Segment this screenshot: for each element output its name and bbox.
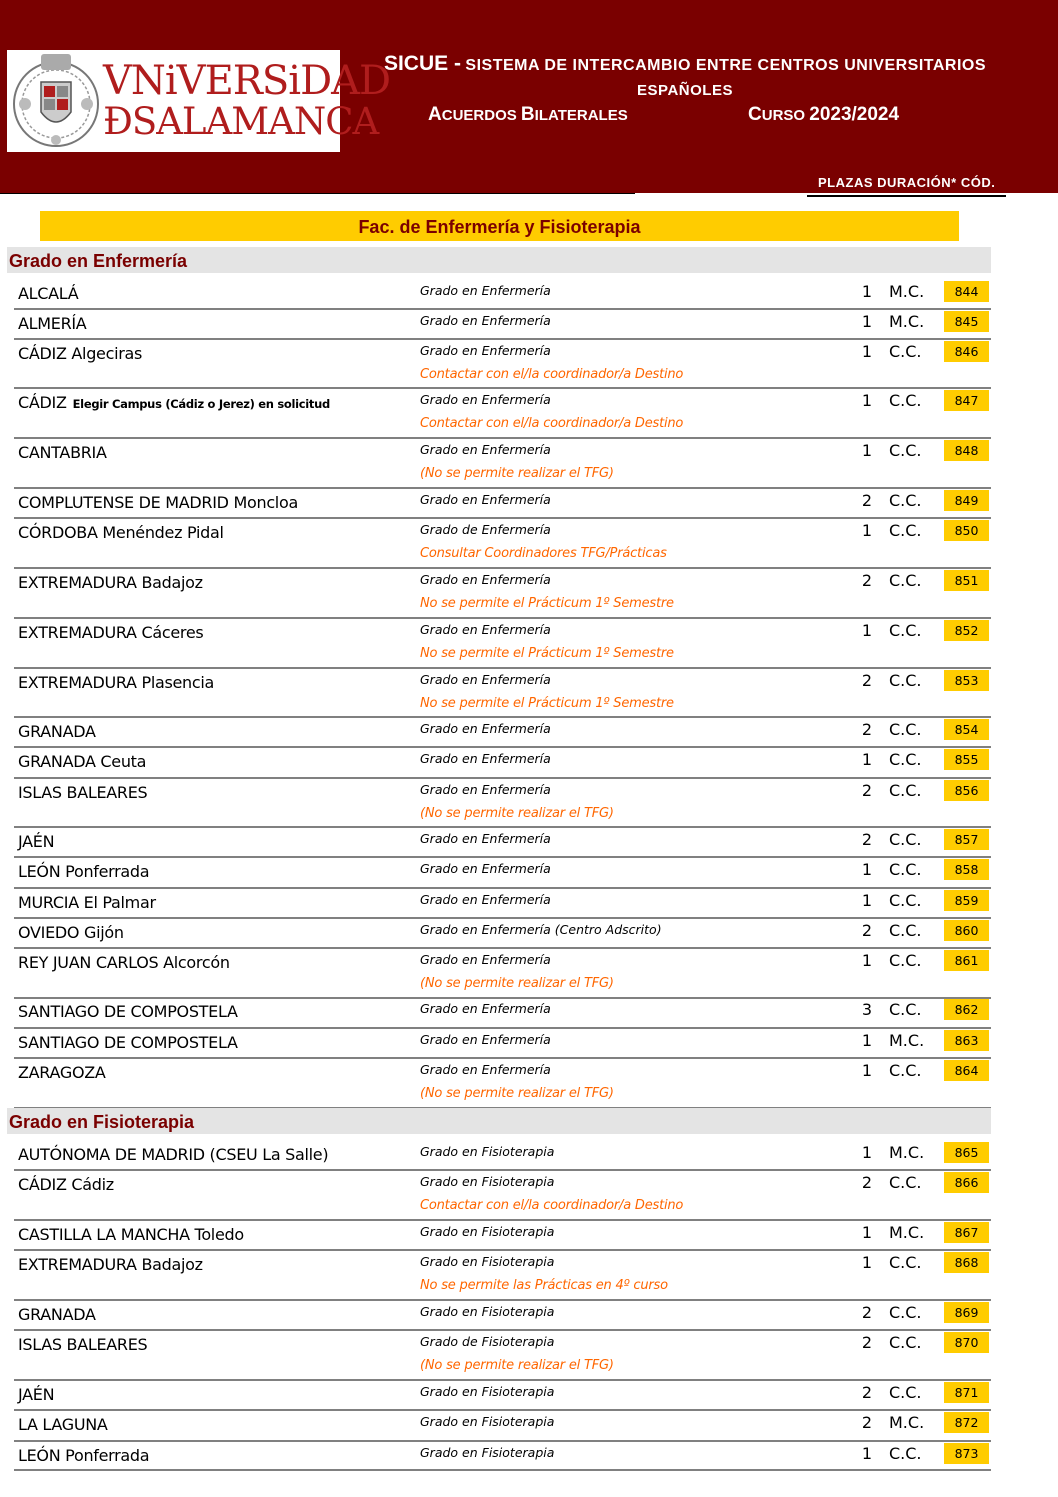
university-name: EXTREMADURA Plasencia [18, 673, 215, 692]
duration-value: C.C. [889, 1333, 922, 1352]
duration-value: C.C. [889, 441, 922, 460]
duration-value: C.C. [889, 521, 922, 540]
restriction-note: Consultar Coordinadores TFG/Prácticas [420, 546, 667, 561]
duration-value: C.C. [889, 621, 922, 640]
university-name: LEÓN Ponferrada [18, 862, 150, 881]
row-divider [409, 517, 991, 519]
duration-value: C.C. [889, 750, 922, 769]
row-divider [409, 1219, 991, 1221]
row-divider [409, 487, 991, 489]
duration-value: M.C. [889, 1143, 925, 1162]
degree-name: Grado en Enfermería (Centro Adscrito) [420, 922, 662, 937]
plazas-value: 1 [861, 1031, 873, 1050]
university-name: GRANADA [18, 1305, 96, 1324]
degree-name: Grado en Enfermería [420, 1001, 551, 1016]
duration-value: C.C. [889, 951, 922, 970]
row-divider [14, 1379, 409, 1381]
row-divider [409, 1329, 991, 1331]
code-badge: 857 [944, 829, 989, 850]
degree-name: Grado en Fisioterapia [420, 1224, 555, 1239]
code-badge: 847 [944, 390, 989, 411]
row-divider [409, 777, 991, 779]
duration-value: C.C. [889, 391, 922, 410]
code-badge: 860 [944, 920, 989, 941]
row-divider [409, 567, 991, 569]
university-seal-icon [11, 52, 101, 150]
plazas-value: 2 [861, 1173, 873, 1192]
plazas-value: 2 [861, 720, 873, 739]
degree-name: Grado en Fisioterapia [420, 1254, 555, 1269]
logo-text-line2: ÐSALAMANCA [103, 100, 379, 143]
code-badge: 846 [944, 341, 989, 362]
code-badge: 855 [944, 749, 989, 770]
plazas-value: 1 [861, 282, 873, 301]
code-badge: 872 [944, 1412, 989, 1433]
duration-value: M.C. [889, 1413, 925, 1432]
header-band [0, 0, 1058, 193]
degree-name: Grado en Enfermería [420, 1032, 551, 1047]
row-divider [14, 887, 409, 889]
degree-name: Grado en Fisioterapia [420, 1144, 555, 1159]
course-year-label: CURSO 2023/2024 [748, 104, 900, 125]
row-divider [14, 667, 409, 669]
degree-name: Grado en Enfermería [420, 751, 551, 766]
row-divider [409, 1379, 991, 1381]
university-name: CANTABRIA [18, 443, 107, 462]
row-divider [409, 1057, 991, 1059]
university-name: LA LAGUNA [18, 1415, 108, 1434]
degree-name: Grado en Enfermería [420, 392, 551, 407]
duration-value: C.C. [889, 671, 922, 690]
duration-value: M.C. [889, 1223, 925, 1242]
program-acronym: SICUE - [383, 52, 461, 75]
row-divider [14, 617, 409, 619]
code-badge: 865 [944, 1142, 989, 1163]
column-labels-text: PLAZAS DURACIÓN* CÓD. [818, 175, 996, 190]
faculty-banner: Fac. de Enfermería y Fisioterapia [40, 211, 959, 241]
plazas-value: 2 [861, 781, 873, 800]
restriction-note: Contactar con el/la coordinador/a Destino [420, 416, 684, 431]
row-divider [14, 1329, 409, 1331]
plazas-value: 1 [861, 342, 873, 361]
row-divider [14, 1299, 409, 1301]
degree-name: Grado en Fisioterapia [420, 1384, 555, 1399]
degree-name: Grado en Fisioterapia [420, 1445, 555, 1460]
university-name: ZARAGOZA [18, 1063, 106, 1082]
plazas-value: 3 [861, 1000, 873, 1019]
row-divider [14, 716, 409, 718]
row-divider [14, 487, 409, 489]
duration-value: C.C. [889, 1303, 922, 1322]
university-name: LEÓN Ponferrada [18, 1446, 150, 1465]
restriction-note: (No se permite realizar el TFG) [420, 466, 614, 481]
university-name: CÁDIZ Cádiz [18, 1175, 114, 1194]
code-badge: 859 [944, 890, 989, 911]
duration-value: C.C. [889, 720, 922, 739]
row-divider [14, 338, 409, 340]
row-divider [409, 437, 991, 439]
row-divider [409, 1027, 991, 1029]
plazas-value: 2 [861, 1303, 873, 1322]
duration-value: C.C. [889, 1444, 922, 1463]
row-divider [409, 617, 991, 619]
restriction-note: (No se permite realizar el TFG) [420, 976, 614, 991]
university-name: ALMERÍA [18, 314, 87, 333]
row-divider [14, 1469, 409, 1471]
row-divider [14, 437, 409, 439]
divider [0, 193, 635, 194]
restriction-note: Contactar con el/la coordinador/a Destino [420, 1198, 684, 1213]
section-header: Grado en Enfermería [7, 247, 991, 273]
plazas-value: 1 [861, 951, 873, 970]
university-name: MURCIA El Palmar [18, 893, 156, 912]
row-divider [409, 1299, 991, 1301]
university-name: SANTIAGO DE COMPOSTELA [18, 1033, 238, 1052]
code-badge: 867 [944, 1222, 989, 1243]
row-divider [14, 997, 409, 999]
row-divider [409, 1440, 991, 1442]
plazas-value: 1 [861, 1444, 873, 1463]
plazas-value: 2 [861, 671, 873, 690]
row-divider [409, 338, 991, 340]
program-full-name: SISTEMA DE INTERCAMBIO ENTRE CENTROS UNIVERSITARIOS [465, 57, 987, 74]
code-badge: 845 [944, 311, 989, 332]
plazas-value: 2 [861, 1383, 873, 1402]
duration-value: C.C. [889, 921, 922, 940]
code-badge: 848 [944, 440, 989, 461]
row-divider [14, 308, 409, 310]
degree-name: Grado en Enfermería [420, 313, 551, 328]
university-name: GRANADA Ceuta [18, 752, 147, 771]
row-divider [409, 997, 991, 999]
university-name: CÁDIZ Elegir Campus (Cádiz o Jerez) en solicitud [18, 393, 330, 412]
university-name: EXTREMADURA Badajoz [18, 1255, 203, 1274]
university-name: GRANADA [18, 722, 96, 741]
restriction-note: No se permite el Prácticum 1º Semestre [420, 596, 674, 611]
university-name: ISLAS BALEARES [18, 1335, 148, 1354]
row-divider [409, 308, 991, 310]
degree-name: Grado de Enfermería [420, 522, 551, 537]
program-title [345, 52, 1025, 76]
code-badge: 868 [944, 1252, 989, 1273]
duration-value: C.C. [889, 891, 922, 910]
duration-value: C.C. [889, 1253, 922, 1272]
plazas-value: 2 [861, 830, 873, 849]
university-name: JAÉN [18, 1385, 55, 1404]
duration-value: C.C. [889, 1383, 922, 1402]
plazas-value: 1 [861, 750, 873, 769]
code-badge: 869 [944, 1302, 989, 1323]
plazas-value: 1 [861, 1143, 873, 1162]
row-divider [409, 947, 991, 949]
row-divider [14, 1027, 409, 1029]
code-badge: 844 [944, 281, 989, 302]
section-header: Grado en Fisioterapia [7, 1108, 991, 1134]
university-name: CASTILLA LA MANCHA Toledo [18, 1225, 244, 1244]
code-badge: 871 [944, 1382, 989, 1403]
row-divider [14, 517, 409, 519]
row-divider [409, 667, 991, 669]
row-divider [409, 387, 991, 389]
plazas-value: 1 [861, 621, 873, 640]
row-divider [14, 917, 409, 919]
degree-name: Grado en Enfermería [420, 283, 551, 298]
plazas-value: 1 [861, 891, 873, 910]
university-name: CÓRDOBA Menéndez Pidal [18, 523, 224, 542]
row-divider [14, 1219, 409, 1221]
degree-name: Grado en Enfermería [420, 861, 551, 876]
plazas-value: 1 [861, 521, 873, 540]
restriction-note: (No se permite realizar el TFG) [420, 1086, 614, 1101]
plazas-value: 2 [861, 921, 873, 940]
code-badge: 870 [944, 1332, 989, 1353]
degree-name: Grado en Enfermería [420, 782, 551, 797]
row-divider [409, 1409, 991, 1411]
row-divider [14, 1249, 409, 1251]
degree-name: Grado en Enfermería [420, 343, 551, 358]
plazas-value: 2 [861, 1333, 873, 1352]
duration-value: C.C. [889, 1061, 922, 1080]
plazas-value: 1 [861, 441, 873, 460]
duration-value: C.C. [889, 860, 922, 879]
degree-name: Grado en Enfermería [420, 831, 551, 846]
divider [635, 194, 807, 195]
code-badge: 852 [944, 620, 989, 641]
row-divider [409, 887, 991, 889]
university-name: JAÉN [18, 832, 55, 851]
university-name: AUTÓNOMA DE MADRID (CSEU La Salle) [18, 1145, 329, 1164]
duration-value: C.C. [889, 491, 922, 510]
university-name: ISLAS BALEARES [18, 783, 148, 802]
degree-name: Grado en Fisioterapia [420, 1304, 555, 1319]
degree-name: Grado en Enfermería [420, 672, 551, 687]
plazas-value: 1 [861, 860, 873, 879]
code-badge: 850 [944, 520, 989, 541]
code-badge: 864 [944, 1060, 989, 1081]
university-name: EXTREMADURA Badajoz [18, 573, 203, 592]
row-divider [409, 1169, 991, 1171]
degree-name: Grado en Fisioterapia [420, 1174, 555, 1189]
university-name: COMPLUTENSE DE MADRID Moncloa [18, 493, 298, 512]
restriction-note: No se permite las Prácticas en 4º curso [420, 1278, 668, 1293]
row-divider [409, 917, 991, 919]
degree-name: Grado de Fisioterapia [420, 1334, 555, 1349]
plazas-value: 2 [861, 1413, 873, 1432]
university-name: EXTREMADURA Cáceres [18, 623, 204, 642]
row-divider [14, 777, 409, 779]
divider [807, 195, 1006, 197]
degree-name: Grado en Enfermería [420, 1062, 551, 1077]
university-name: REY JUAN CARLOS Alcorcón [18, 953, 230, 972]
row-divider [14, 1169, 409, 1171]
row-divider [14, 387, 409, 389]
row-divider [14, 1057, 409, 1059]
code-badge: 849 [944, 490, 989, 511]
row-divider [14, 826, 409, 828]
plazas-value: 1 [861, 1253, 873, 1272]
university-logo [7, 50, 391, 152]
degree-name: Grado en Enfermería [420, 572, 551, 587]
row-divider [14, 1440, 409, 1442]
code-badge: 873 [944, 1443, 989, 1464]
restriction-note: (No se permite realizar el TFG) [420, 806, 614, 821]
program-title-line2: ESPAÑOLES [637, 82, 733, 99]
plazas-value: 1 [861, 391, 873, 410]
university-name: SANTIAGO DE COMPOSTELA [18, 1002, 238, 1021]
degree-name: Grado en Enfermería [420, 892, 551, 907]
plazas-value: 1 [861, 1223, 873, 1242]
row-divider [14, 1409, 409, 1411]
code-badge: 861 [944, 950, 989, 971]
degree-name: Grado en Fisioterapia [420, 1414, 555, 1429]
code-badge: 866 [944, 1172, 989, 1193]
row-divider [409, 746, 991, 748]
duration-value: C.C. [889, 1173, 922, 1192]
restriction-note: (No se permite realizar el TFG) [420, 1358, 614, 1373]
degree-name: Grado en Enfermería [420, 721, 551, 736]
duration-value: C.C. [889, 1000, 922, 1019]
plazas-value: 1 [861, 1061, 873, 1080]
degree-name: Grado en Enfermería [420, 622, 551, 637]
duration-value: M.C. [889, 312, 925, 331]
row-divider [409, 1469, 991, 1471]
agreements-label: ACUERDOS BILATERALES [428, 104, 628, 125]
restriction-note: No se permite el Prácticum 1º Semestre [420, 696, 674, 711]
duration-value: C.C. [889, 571, 922, 590]
row-divider [14, 947, 409, 949]
plazas-value: 2 [861, 491, 873, 510]
degree-name: Grado en Enfermería [420, 442, 551, 457]
row-divider [14, 746, 409, 748]
row-divider [409, 716, 991, 718]
row-divider [409, 856, 991, 858]
duration-value: C.C. [889, 781, 922, 800]
row-divider [409, 1249, 991, 1251]
code-badge: 862 [944, 999, 989, 1020]
university-name: CÁDIZ Algeciras [18, 344, 143, 363]
plazas-value: 2 [861, 571, 873, 590]
row-divider [409, 826, 991, 828]
restriction-note: No se permite el Prácticum 1º Semestre [420, 646, 674, 661]
row-divider [14, 856, 409, 858]
duration-value: M.C. [889, 1031, 925, 1050]
campus-note: Elegir Campus (Cádiz o Jerez) en solicitud [72, 397, 330, 411]
code-badge: 863 [944, 1030, 989, 1051]
degree-name: Grado en Enfermería [420, 952, 551, 967]
code-badge: 851 [944, 570, 989, 591]
code-badge: 856 [944, 780, 989, 801]
plazas-value: 1 [861, 312, 873, 331]
degree-name: Grado en Enfermería [420, 492, 551, 507]
duration-value: C.C. [889, 342, 922, 361]
column-labels [0, 172, 1058, 198]
university-name: ALCALÁ [18, 284, 79, 303]
university-name: OVIEDO Gijón [18, 923, 124, 942]
row-divider [14, 567, 409, 569]
duration-value: M.C. [889, 282, 925, 301]
duration-value: C.C. [889, 830, 922, 849]
code-badge: 854 [944, 719, 989, 740]
restriction-note: Contactar con el/la coordinador/a Destino [420, 367, 684, 382]
code-badge: 853 [944, 670, 989, 691]
code-badge: 858 [944, 859, 989, 880]
logo-text-line1: VNiVERSiDAD [103, 58, 391, 104]
